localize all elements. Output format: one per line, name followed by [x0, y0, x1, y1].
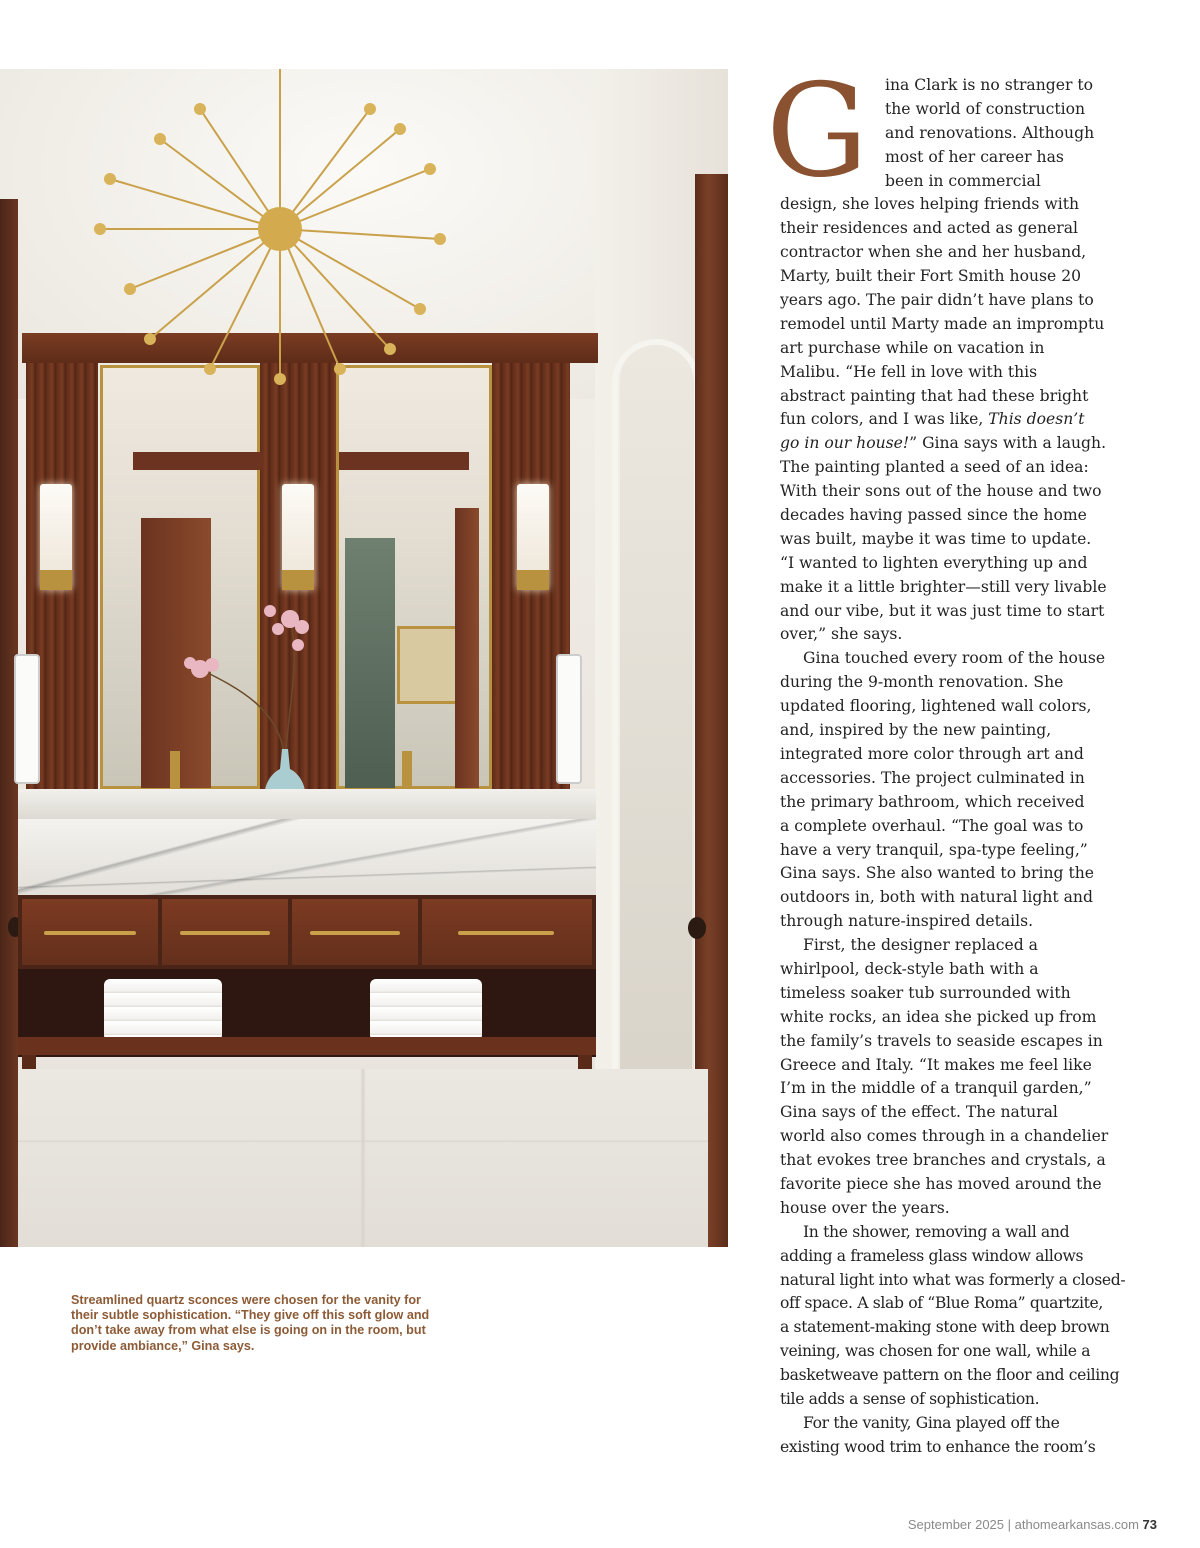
article-line — [780, 98, 1152, 122]
article-line — [780, 1030, 1152, 1054]
article-text: For the vanity, Gina played off the — [803, 1413, 1060, 1432]
article-text: through nature-inspired details. — [780, 912, 1034, 931]
article-line — [780, 910, 1152, 934]
article-line — [780, 552, 1152, 576]
article-text: ” Gina says with a laugh. — [909, 434, 1107, 453]
article-text: contractor when she and her husband, — [780, 243, 1087, 262]
article-text: the world of construction — [885, 99, 1086, 118]
drop-cap: G — [766, 57, 869, 206]
mirror-reflection-door — [455, 508, 479, 788]
photo-caption: Streamlined quartz sconces were chosen for the vanity for their subtle sophistication. “They give off this soft glow and don’t take away from what else is going on in the room, but provide ambiance,” Gina says. — [71, 1293, 430, 1353]
article-text: was built, maybe it was time to update. — [780, 529, 1092, 548]
article-line — [780, 1412, 1152, 1436]
article-line — [780, 862, 1152, 886]
article-text: adding a frameless glass window allows — [780, 1246, 1084, 1265]
article-line — [780, 1221, 1152, 1245]
hand-towel-left — [14, 654, 40, 784]
article-line — [780, 934, 1152, 958]
article-text: make it a little brighter—still very livable — [780, 577, 1107, 596]
article-text: art purchase while on vacation in — [780, 338, 1045, 357]
article-line — [780, 576, 1152, 600]
vanity-backsplash — [18, 789, 596, 819]
article-text: design, she loves helping friends with — [780, 195, 1080, 214]
article-text: over,” she says. — [780, 625, 903, 644]
article-text: a statement-making stone with deep brown — [780, 1318, 1110, 1337]
article-text: their residences and acted as general — [780, 219, 1079, 238]
article-text: Gina says of the effect. The natural — [780, 1103, 1058, 1122]
article-text: favorite piece she has moved around the — [780, 1174, 1102, 1193]
mirror-reflection-painting — [397, 626, 459, 704]
article-line — [780, 767, 1152, 791]
article-text: Malibu. “He fell in love with this — [780, 362, 1038, 381]
article-text: off space. A slab of “Blue Roma” quartzite, — [780, 1294, 1104, 1313]
article-text: whirlpool, deck-style bath with a — [780, 959, 1039, 978]
article-text: natural light into what was formerly a closed- — [780, 1270, 1126, 1289]
article-text: veining, was chosen for one wall, while a — [780, 1342, 1091, 1361]
article-text: tile adds a sense of sophistication. — [780, 1389, 1040, 1408]
article-text: and our vibe, but it was just time to start — [780, 601, 1105, 620]
article-line — [780, 1292, 1152, 1316]
article-line — [780, 74, 1152, 98]
article-line — [780, 217, 1152, 241]
article-text: ina Clark is no stranger to — [885, 76, 1094, 94]
article-line — [780, 241, 1152, 265]
page-folio — [908, 1517, 1157, 1532]
article-line — [780, 815, 1152, 839]
brass-faucet-right — [402, 751, 412, 793]
article-text: remodel until Marty made an impromptu — [780, 314, 1105, 333]
mirror-right — [336, 365, 492, 789]
article-text: Greece and Italy. “It makes me feel like — [780, 1055, 1092, 1074]
article-line — [780, 528, 1152, 552]
article-text: white rocks, an idea she picked up from — [780, 1007, 1097, 1026]
door-knob-right — [688, 917, 706, 939]
article-text: With their sons out of the house and two — [780, 482, 1102, 501]
vanity-drawers — [18, 895, 596, 969]
article-line — [780, 1436, 1152, 1460]
article-line — [780, 623, 1152, 647]
shelf-base — [18, 1037, 596, 1055]
article-line — [780, 122, 1152, 146]
article-text: accessories. The project culminated in — [780, 768, 1085, 787]
article-line — [780, 958, 1152, 982]
article-line — [780, 1197, 1152, 1221]
article-text: basketweave pattern on the floor and ceiling — [780, 1366, 1120, 1385]
article-line — [780, 289, 1152, 313]
article-text: Gina touched every room of the house — [803, 649, 1106, 668]
article-line — [780, 982, 1152, 1006]
article-text: abstract painting that had these bright — [780, 386, 1089, 405]
arch-trim — [612, 339, 700, 1099]
article-text: the family’s travels to seaside escapes in — [780, 1031, 1103, 1050]
article-line — [780, 1125, 1152, 1149]
article-text: The painting planted a seed of an idea: — [780, 458, 1089, 477]
article-line — [780, 1149, 1152, 1173]
article-line — [780, 719, 1152, 743]
article-line — [780, 791, 1152, 815]
hand-towel-right — [556, 654, 582, 784]
article-text: world also comes through in a chandelier — [780, 1127, 1109, 1146]
article-text: the primary bathroom, which received — [780, 792, 1085, 811]
article-text: I’m in the middle of a tranquil garden,” — [780, 1079, 1092, 1098]
mirror-reflection-beam-right — [339, 452, 469, 470]
article-line — [780, 1077, 1152, 1101]
article-text: existing wood trim to enhance the room’s — [780, 1437, 1096, 1456]
mirror-reflection-beam — [133, 452, 263, 470]
article-line — [780, 839, 1152, 863]
sconce-base-right — [517, 570, 549, 590]
starburst-chandelier — [90, 69, 450, 389]
mirror-reflection-curtain — [345, 538, 395, 788]
article-text: that evokes tree branches and crystals, a — [780, 1151, 1106, 1170]
article-line — [780, 1316, 1152, 1340]
website-link[interactable]: athomearkansas.com — [1014, 1517, 1139, 1532]
italic-quote: This doesn’t — [988, 410, 1085, 429]
article-line — [780, 743, 1152, 767]
article-text: outdoors in, both with natural light and — [780, 888, 1093, 907]
article-text: most of her career has — [885, 147, 1064, 166]
article-line — [780, 265, 1152, 289]
article-line — [780, 1245, 1152, 1269]
article-line — [780, 504, 1152, 528]
sconce-base-left — [40, 570, 72, 590]
article-text: and, inspired by the new painting, — [780, 721, 1052, 740]
article-line — [780, 193, 1152, 217]
article-line — [780, 1364, 1152, 1388]
sconce-base-center — [282, 570, 314, 590]
article-text: decades having passed since the home — [780, 506, 1087, 525]
article-text: a complete overhaul. “The goal was to — [780, 816, 1084, 835]
article-text: timeless soaker tub surrounded with — [780, 983, 1071, 1002]
article-text: have a very tranquil, spa-type feeling,” — [780, 840, 1088, 859]
article-line — [780, 647, 1152, 671]
issue-date: September 2025 — [907, 1517, 1005, 1532]
article-text: integrated more color through art and — [780, 744, 1084, 763]
article-line — [780, 337, 1152, 361]
article-line — [780, 480, 1152, 504]
article-line — [780, 886, 1152, 910]
article-line — [780, 1173, 1152, 1197]
article-text: “I wanted to lighten everything up and — [780, 553, 1088, 572]
article-body — [780, 74, 1152, 1460]
article-text: and renovations. Although — [885, 123, 1095, 142]
brass-faucet-left — [170, 751, 180, 793]
article-text: updated flooring, lightened wall colors, — [780, 697, 1092, 716]
bathroom-vanity-photo — [0, 69, 728, 1247]
article-line — [780, 456, 1152, 480]
folded-towels-right — [370, 979, 482, 1041]
article-line — [780, 1006, 1152, 1030]
article-line — [780, 671, 1152, 695]
folded-towels-left — [104, 979, 222, 1041]
article-text: been in commercial — [885, 171, 1041, 190]
article-line — [780, 170, 1152, 194]
article-line — [780, 1101, 1152, 1125]
article-text: Marty, built their Fort Smith house 20 — [780, 267, 1082, 286]
tile-floor — [18, 1069, 708, 1247]
article-text: during the 9-month renovation. She — [780, 673, 1064, 692]
article-line — [780, 385, 1152, 409]
article-text: house over the years. — [780, 1198, 950, 1217]
article-text: years ago. The pair didn’t have plans to — [780, 291, 1094, 310]
article-line — [780, 1269, 1152, 1293]
article-line — [780, 1340, 1152, 1364]
article-line — [780, 600, 1152, 624]
article-text: In the shower, removing a wall and — [803, 1222, 1070, 1241]
marble-countertop — [18, 819, 596, 895]
article-line — [780, 313, 1152, 337]
article-line — [780, 361, 1152, 385]
article-line — [780, 432, 1152, 456]
article-line — [780, 1054, 1152, 1078]
italic-quote: go in our house! — [780, 434, 910, 453]
article-line — [780, 695, 1152, 719]
article-text: Gina says. She also wanted to bring the — [780, 864, 1094, 883]
article-text: fun colors, and I was like, — [780, 410, 989, 429]
article-line — [780, 408, 1152, 432]
article-line — [780, 146, 1152, 170]
page-number: 73 — [1142, 1517, 1157, 1532]
folio-separator: | — [1004, 1517, 1015, 1532]
article-line — [780, 1388, 1152, 1412]
article-text: First, the designer replaced a — [803, 936, 1038, 955]
